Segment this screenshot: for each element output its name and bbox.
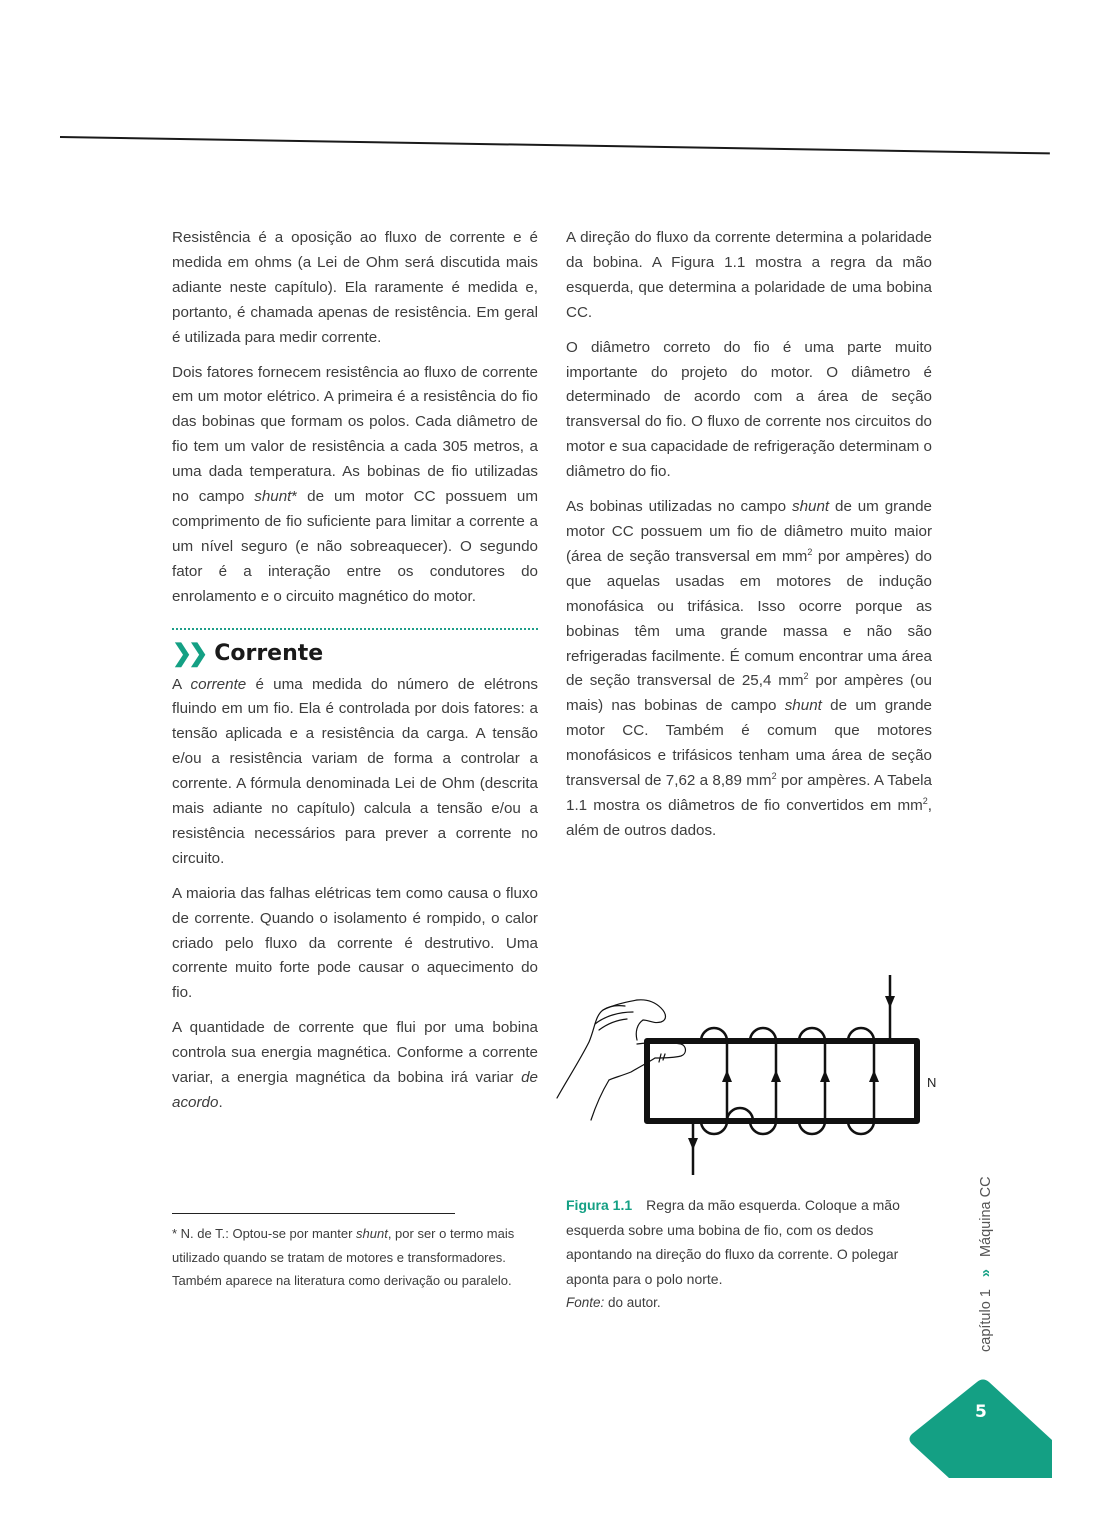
term-shunt: shunt (791, 498, 830, 516)
caption-body (566, 1193, 936, 1291)
term-shunt: shunt (784, 697, 822, 715)
input-lead (885, 975, 895, 1041)
arrow-down-icon (688, 1138, 698, 1150)
paragraph-text: por ampères (ou mais) nas bobinas de campo (566, 672, 932, 715)
paragraph-text: , além de outros dados. (566, 796, 932, 839)
source-text: do autor. (604, 1295, 661, 1310)
paragraph-bobinas (566, 495, 932, 844)
output-lead (688, 1121, 698, 1175)
paragraph-quantidade (172, 1016, 538, 1116)
paragraph-text: por ampères) do que aquelas usadas em motores de indução monofásica ou trifásica. Isso ocorre porque as bobinas têm uma grande massa e não são refrigeradas facilmente. É comum encontrar uma área de seção transversal de 25,4 mm (566, 547, 932, 690)
section-title: Corrente (214, 640, 324, 666)
paragraph-falhas: A maioria das falhas elétricas tem como causa o fluxo de corrente. Quando o isolamento é rompido, o calor criado pelo fluxo da corrente é destrutivo. Uma corrente muito forte pode causar o aquecimento do fio. (172, 884, 538, 1002)
paragraph-text: de um grande motor CC possuem um fio de diâmetro muito maior (área de seção transversal em mm (566, 498, 932, 565)
footnote-text: , por ser o termo mais utilizado quando se tratam de motores e transformadores. Também aparece na literatura como derivação ou paralelo. (172, 1226, 515, 1289)
right-column (566, 226, 932, 854)
paragraph-text: de um grande motor CC. Também é comum que motores monofásicos e trifásicos tenham uma área de seção transversal de 7,62 a 8,89 mm (566, 697, 932, 790)
arrow-up-icon (869, 1070, 879, 1082)
figure-left-hand-rule (555, 970, 955, 1180)
footnote-term: shunt (356, 1226, 388, 1241)
paragraph-resistencia: Resistência é a oposição ao fluxo de corrente e é medida em ohms (a Lei de Ohm será discutida mais adiante neste capítulo). Ela raramente é medida e, portanto, é chamada apenas de resistência. Em geral é utilizada para medir corrente. (172, 229, 538, 346)
paragraph-diametro: O diâmetro correto do fio é uma parte muito importante do projeto do motor. O diâmetro é determinado de acordo com a área de seção transversal do fio. O fluxo de corrente nos circuitos do motor e sua capacidade de refrigeração determinam o diâmetro do fio. (566, 338, 932, 481)
hand-illustration (557, 1000, 686, 1120)
chapter-label: capítulo 1 (978, 1289, 994, 1352)
north-pole-label: N (927, 1075, 937, 1090)
paragraph-text: Dois fatores fornecem resistência ao fluxo de corrente em um motor elétrico. A primeira é a resistência do fio das bobinas que formam os polos. Cada diâmetro de fio tem um valor de resistência a cada 305 metros, a uma dada temperatura. As bobinas de fio utilizadas no campo (172, 363, 538, 506)
figure-caption (566, 1193, 936, 1316)
arrow-up-icon (771, 1070, 781, 1082)
term-de-acordo: de acordo (172, 1069, 538, 1111)
page-number-tab (907, 1378, 1052, 1478)
paragraph-text: * de um motor CC possuem um comprimento de fio suficiente para limitar a corrente a um nível seguro (e não sobreaquecer). O segundo fator é a interação entre os condutores do enrolamento e o circuito magnético do motor. (172, 488, 539, 605)
footnote-rule (172, 1213, 455, 1214)
paragraph-text: é uma medida do número de elétrons fluindo em um fio. Ela é controlada por dois fatores: a tensão aplicada e a resistência da carga. A tensão e/ou a resistência variam de forma a controlar a corrente. A fórmula denominada Lei de Ohm (descrita mais adiante no capítulo) calcula a tensão e/ou a resistência necessários para prever a corrente no circuito. (172, 675, 538, 867)
double-chevron-icon: » (978, 1269, 994, 1278)
left-column (172, 226, 538, 1126)
term-shunt: shunt (254, 488, 292, 506)
header-rule (60, 136, 1050, 154)
section-heading (172, 642, 538, 667)
paragraph-text: por ampères. A Tabela 1.1 mostra os diâmetros de fio convertidos em mm (566, 772, 932, 814)
caption-text: Regra da mão esquerda. Coloque a mão esquerda sobre uma bobina de fio, com os dedos apontando na direção do fluxo da corrente. O polegar aponta para o polo norte. (566, 1197, 900, 1287)
superscript: 2 (771, 770, 777, 781)
source-label: Fonte: (566, 1295, 605, 1310)
page-number: 5 (975, 1402, 987, 1422)
caption-source (566, 1291, 936, 1316)
paragraph-text: . (218, 1094, 223, 1111)
double-chevron-right-icon: ❯❯ (172, 640, 205, 668)
footnote (172, 1222, 542, 1293)
footnote-text: * N. de T.: Optou-se por manter (172, 1226, 357, 1241)
paragraph-text: A quantidade de corrente que flui por uma bobina controla sua energia magnética. Conforme a corrente variar, a energia magnética da bobina irá variar (172, 1019, 538, 1087)
paragraph-direcao: A direção do fluxo da corrente determina a polaridade da bobina. A Figura 1.1 mostra a regra da mão esquerda, que determina a polaridade de uma bobina CC. (566, 229, 932, 321)
arrow-up-icon (820, 1070, 830, 1082)
book-title: Máquina CC (978, 1176, 994, 1258)
paragraph-dois-fatores (172, 361, 538, 610)
paragraph-text: As bobinas utilizadas no campo (566, 498, 792, 516)
term-corrente: corrente (190, 675, 247, 693)
coil-diagram (555, 970, 955, 1180)
arrow-down-icon (885, 996, 895, 1008)
superscript: 2 (807, 546, 813, 557)
running-head (978, 1176, 994, 1352)
paragraph-corrente-def (172, 673, 538, 872)
caption-label: Figura 1.1 (566, 1197, 633, 1213)
arrow-up-icon (722, 1070, 732, 1082)
section-divider (172, 628, 538, 630)
superscript: 2 (922, 795, 928, 806)
superscript: 2 (803, 671, 809, 682)
paragraph-text: A (172, 675, 191, 693)
